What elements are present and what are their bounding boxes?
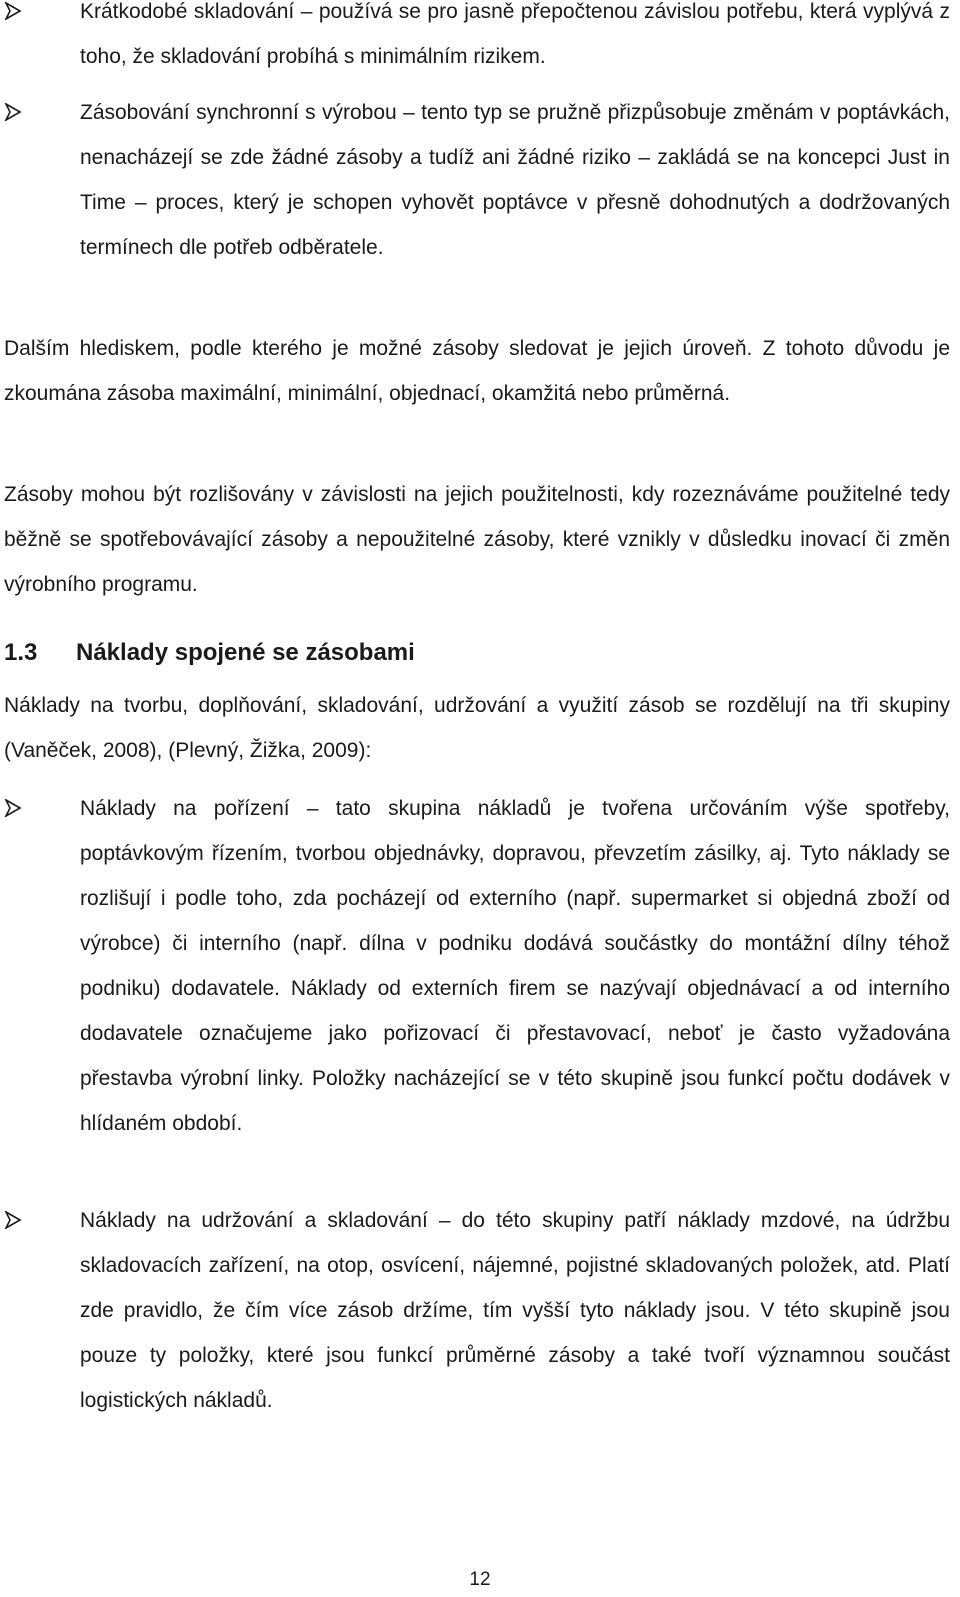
paragraph [4, 683, 950, 773]
paragraph-text: Náklady na tvorbu, doplňování, skladování, udržování a využití zásob se rozdělují na tři skupiny (Vaněček, 2008), (Plevný, Žižka, 2009): [4, 694, 950, 762]
arrowhead-bullet-icon [4, 799, 22, 817]
page-number: 12 [469, 1569, 491, 1590]
list-item-text: Zásobování synchronní s výrobou – tento typ se pružně přizpůsobuje změnám v poptávkách, nenacházejí se zde žádné zásoby a tudíž ani žádné riziko – zakládá se na koncepci Just in Time – proces, který je schopen vyhovět poptávce v přesně dohodnutých a dodržovaných termínech dle potřeb odběratele. [80, 101, 950, 259]
paragraph-text: Dalším hlediskem, podle kterého je možné zásoby sledovat je jejich úroveň. Z tohoto důvodu je zkoumána zásoba maximální, minimální, objednací, okamžitá nebo průměrná. [4, 337, 950, 405]
list-item-text: Krátkodobé skladování – používá se pro jasně přepočtenou závislou potřebu, která vyplývá z toho, že skladování probíhá s minimálním rizikem. [80, 0, 950, 68]
paragraph [4, 472, 950, 607]
arrowhead-bullet-icon [4, 1211, 22, 1229]
paragraph [4, 326, 950, 416]
section-number: 1.3 [4, 639, 38, 666]
arrowhead-bullet-icon [4, 103, 22, 121]
section-heading [4, 631, 904, 675]
section-title: Náklady spojené se zásobami [76, 639, 415, 666]
list-item-text: Náklady na pořízení – tato skupina nákladů je tvořena určováním výše spotřeby, poptávkovým řízením, tvorbou objednávky, dopravou, převzetím zásilky, aj. Tyto náklady se rozlišují i podle toho, zda pocházejí od externího (např. supermarket si objedná zboží od výrobce) či interního (např. dílna v podniku dodává součástky do montážní dílny téhož podniku) dodavatele. Náklady od externích firem se nazývají objednávací a od interního dodavatele označujeme jako pořizovací či přestavovací, neboť je často vyžadována přestavba výrobní linky. Položky nacházející se v této skupině jsou funkcí počtu dodávek v hlídaném období. [80, 797, 950, 1135]
arrowhead-bullet-icon [4, 2, 22, 20]
paragraph-text: Zásoby mohou být rozlišovány v závislosti na jejich použitelnosti, kdy rozeznáváme použitelné tedy běžně se spotřebovávající zásoby a nepoužitelné zásoby, které vznikly v důsledku inovací či změn výrobního programu. [4, 483, 950, 596]
list-item-text: Náklady na udržování a skladování – do této skupiny patří náklady mzdové, na údržbu skladovacích zařízení, na otop, osvícení, nájemné, pojistné skladovaných položek, atd. Platí zde pravidlo, že čím více zásob držíme, tím vyšší tyto náklady jsou. V této skupině jsou pouze ty položky, které jsou funkcí průměrné zásoby a také tvoří významnou součást logistických nákladů. [80, 1209, 950, 1412]
